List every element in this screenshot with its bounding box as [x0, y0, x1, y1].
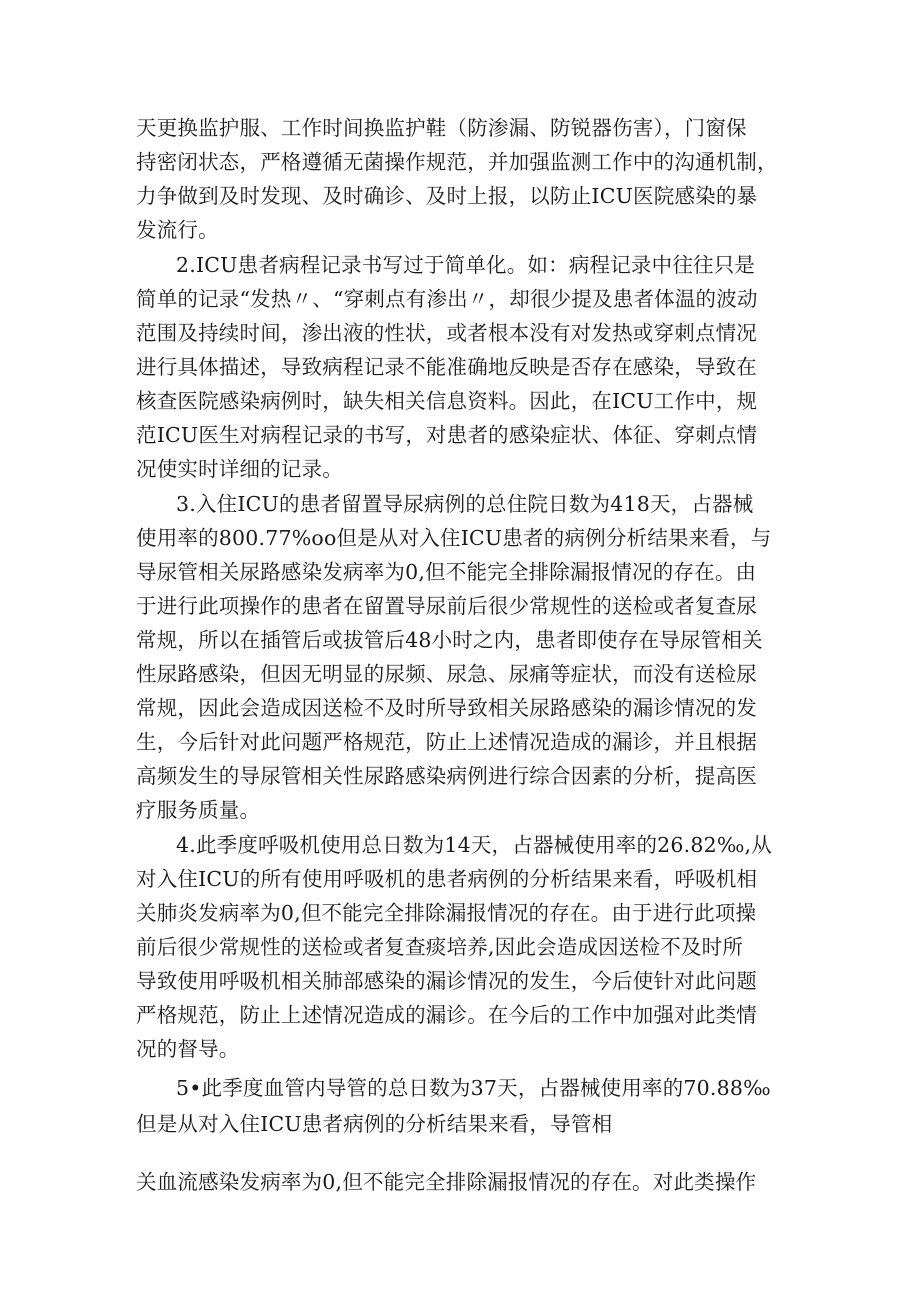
text-line: 但是从对入住ICU患者病例的分析结果来看，导管相 [136, 1112, 613, 1136]
text-line: 范围及持续时间，渗出液的性状，或者根本没有对发热或穿刺点情况 [136, 321, 757, 345]
text-line: 常规，所以在插管后或拔管后48小时之内，患者即使存在导尿管相关 [136, 628, 763, 652]
text-line: 范ICU医生对病程记录的书写，对患者的感染症状、体征、穿刺点情 [136, 423, 758, 447]
text-line: 关肺炎发病率为0,但不能完全排除漏报情况的存在。由于进行此项操 [136, 901, 757, 925]
paragraph-4-start: 4.此季度呼吸机使用总日数为14天，占器械使用率的26.82‰,从 [176, 833, 772, 857]
text-line: 天更换监护服、工作时间换监护鞋（防渗漏、防锐器伤害），门窗保 [136, 116, 747, 140]
text-line: 性尿路感染，但因无明显的尿频、尿急、尿痛等症状，而没有送检尿 [136, 662, 757, 686]
text-line: 高频发生的导尿管相关性尿路感染病例进行综合因素的分析，提高医 [136, 764, 757, 788]
text-line: 对入住ICU的所有使用呼吸机的患者病例的分析结果来看，呼吸机相 [136, 867, 758, 891]
text-line: 简单的记录“发热〃、“穿刺点有渗出〃，却很少提及患者体温的波动 [136, 287, 758, 311]
text-line: 导致使用呼吸机相关肺部感染的漏诊情况的发生，今后使针对此问题 [136, 969, 757, 993]
text-line: 前后很少常规性的送检或者复查痰培养,因此会造成因送检不及时所 [136, 935, 744, 959]
text-line: 于进行此项操作的患者在留置导尿前后很少常规性的送检或者复查尿 [136, 594, 757, 618]
text-line: 关血流感染发病率为0,但不能完全排除漏报情况的存在。对此类操作 [136, 1170, 757, 1194]
text-line: 常规，因此会造成因送检不及时所导致相关尿路感染的漏诊情况的发 [136, 696, 757, 720]
text-line: 导尿管相关尿路感染发病率为0,但不能完全排除漏报情况的存在。由 [136, 560, 757, 584]
paragraph-3-start: 3.入住ICU的患者留置导尿病例的总住院日数为418天，占器械 [176, 492, 754, 516]
text-line: 核查医院感染病例时，缺失相关信息资料。因此，在ICU工作中，规 [136, 389, 758, 413]
text-line: 力争做到及时发现、及时确诊、及时上报，以防止ICU医院感染的暴 [136, 184, 758, 208]
paragraph-5-start: 5•此季度血管内导管的总日数为37天，占器械使用率的70.88‰ [176, 1076, 771, 1100]
text-line: 况使实时详细的记录。 [136, 457, 343, 481]
text-line: 生，今后针对此问题严格规范，防止上述情况造成的漏诊，并且根据 [136, 730, 757, 754]
text-line: 发流行。 [136, 218, 219, 242]
paragraph-2-start: 2.ICU患者病程记录书写过于简单化。如：病程记录中往往只是 [176, 253, 756, 277]
text-line: 疗服务质量。 [136, 798, 261, 822]
text-line: 持密闭状态，严格遵循无菌操作规范，并加强监测工作中的沟通机制， [136, 150, 778, 174]
text-line: 进行具体描述，导致病程记录不能准确地反映是否存在感染，导致在 [136, 355, 757, 379]
text-line: 严格规范，防止上述情况造成的漏诊。在今后的工作中加强对此类情 [136, 1003, 757, 1027]
text-line: 况的督导。 [136, 1037, 240, 1061]
text-line: 使用率的800.77%oo但是从对入住ICU患者的病例分析结果来看，与 [136, 526, 772, 550]
